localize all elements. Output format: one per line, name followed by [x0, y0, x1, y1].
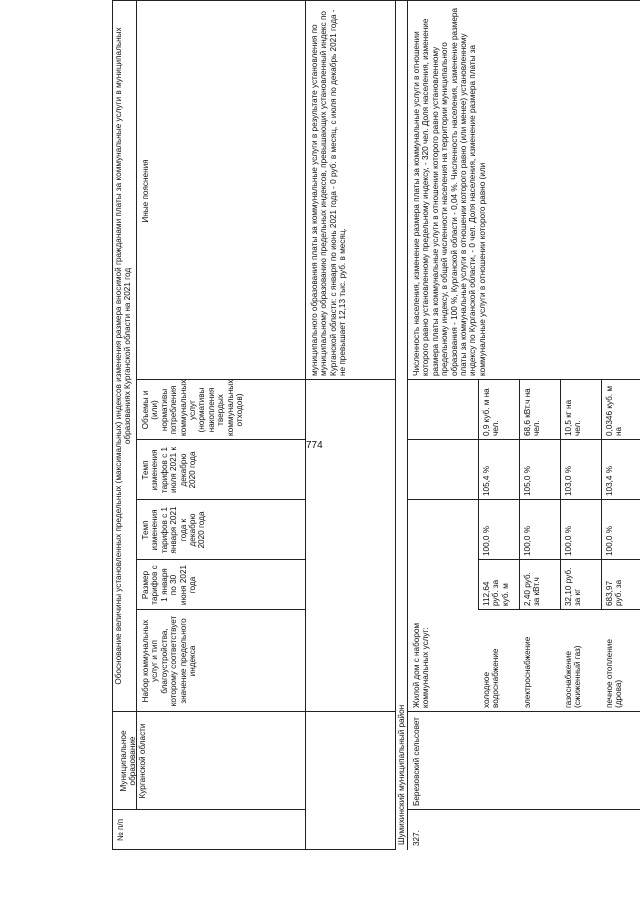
header-tariff-size: Размер тарифов с 1 января по 30 июня 2021 года: [141, 564, 198, 606]
service-tariff: 2,40 руб. за кВт.ч: [523, 572, 542, 606]
row-notes: Численность населения, изменение размера платы за коммунальные услуги в отношении которого равно установленному предельному индексу, - 320 чел. Доля населения, изменение размера платы за коммунальные услуги в отношении которого равно установленному предельному индексу, в общей численности населения на территории муниципального образования - 100 %, Курганской области - 0,04 %. Численность населения, изменение размера платы за коммунальные услуги в отношении которого равно (или менее) установленному индексу по Курганской области, - 0 чел. Доля населения, изменение размера платы за коммунальные услуги в отношении которого равно (или: [412, 7, 487, 376]
row-municipality: Березовский сельсовет: [412, 717, 421, 806]
row-housing: Жилой дом с набором коммунальных услуг:: [412, 622, 431, 708]
service-volume: 10,5 кг на чел.: [564, 399, 583, 436]
service-change-jan: 100,0 %: [605, 525, 614, 556]
service-name: холодное водоснабжение: [482, 648, 501, 708]
header-bottom-border: [305, 0, 306, 850]
rotated-table: [112, 0, 640, 850]
carryover-note: муниципального образования платы за коммунальные услуги в результате установления по муниципальному образованию предельных индексов, превышающих установленный индекс по Курганской области: с января по июнь 2021 года - 0 руб. в месяц, с июля по декабрь 2021 года - не превышает 12,13 тыс. руб. в месяц.: [310, 9, 348, 376]
service-change-jan: 100,0 %: [482, 525, 491, 556]
service-tariff: 683,97 руб. за: [605, 579, 624, 606]
table-right-border: [112, 0, 640, 1]
header-num: № п/п: [116, 818, 125, 842]
header-service-set: Набор коммунальных услуг и тип благоустройства, которому соответствует значение предельного индекса: [141, 615, 198, 707]
header-group-title: Обоснование величины установленных предельных (максимальных) индексов изменения размера вносимой гражданами платы за коммунальные услуги в муниципальных образованиях Курганской области на 2021 год: [114, 27, 133, 685]
service-change-jul: 105,4 %: [482, 465, 491, 496]
page-number: 774: [306, 440, 323, 451]
header-notes: Иные пояснения: [141, 159, 150, 223]
header-municipality: Муниципальное образование Курганской области: [119, 723, 147, 799]
header-tariff-change-jan: Темп изменения тарифов с 1 января 2021 года к декабрю 2020 года: [141, 506, 207, 554]
service-name: электроснабжение: [523, 636, 532, 708]
service-name: печное отопление (дрова): [605, 639, 624, 708]
service-change-jan: 100,0 %: [523, 525, 532, 556]
service-change-jul: 103,0 %: [564, 465, 573, 496]
service-change-jul: 105,0 %: [523, 465, 532, 496]
row-num: 327.: [412, 830, 421, 846]
service-change-jul: 103,4 %: [605, 465, 614, 496]
service-change-jan: 100,0 %: [564, 525, 573, 556]
group-title-underline: [136, 0, 137, 810]
service-tariff: 32,10 руб. за кг: [564, 567, 583, 606]
service-name: газоснабжение (сжиженный газ): [564, 645, 583, 708]
table-top-border: [112, 0, 113, 850]
header-volumes: Объемы и (или) нормативы потребления коммунальных услуг (нормативы накопления твердых коммунальных отходов): [141, 380, 245, 436]
service-volume: 0,0346 куб. м на: [605, 385, 624, 436]
service-volume: 68,6 кВт.ч на чел.: [523, 388, 542, 436]
district-row: Шумихинский муниципальный район: [397, 704, 406, 845]
service-volume: 0,9 куб. м на чел.: [482, 388, 501, 436]
header-tariff-change-jul: Темп изменения тарифов с 1 июля 2021 к декабрю 2020 года: [141, 446, 198, 494]
service-tariff: 112,64 руб. за куб. м: [482, 579, 510, 606]
